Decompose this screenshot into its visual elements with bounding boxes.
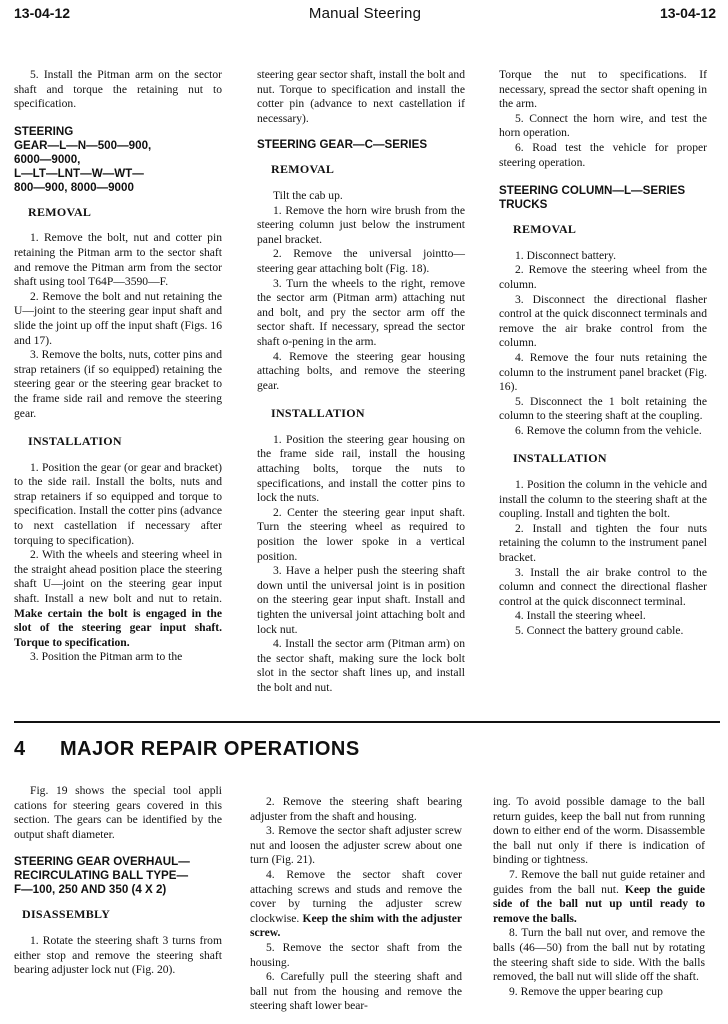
heading-line: 6000—9000, (14, 152, 81, 166)
paragraph: steering gear sector shaft, install the bolt and nut. Torque to specification and install the cotter pin (advance to next castellation if necessary). (257, 68, 465, 125)
paragraph (250, 868, 462, 941)
section-divider (14, 721, 720, 723)
paragraph: 1. Position the column in the vehicle and install the column to the steering shaft at the coupling. Install and tighten the bolt. (499, 478, 707, 521)
paragraph: 9. Remove the upper bearing cup (509, 984, 663, 998)
paragraph: 5. Connect the battery ground cable. (515, 624, 684, 637)
paragraph: 2. Remove the universal jointto—steering gear attaching bolt (Fig. 18). (257, 247, 465, 275)
subheading-installation: INSTALLATION (513, 451, 607, 466)
paragraph: 2. Install and tighten the four nuts retaining the column to the instrument panel bracket. (499, 521, 707, 565)
paragraph: 5. Connect the horn wire, and test the horn operation. (499, 111, 707, 140)
heading-line: L—LT—LNT—W—WT— (14, 166, 144, 180)
paragraph: 1. Disconnect battery. (515, 248, 616, 262)
paragraph: 1. Rotate the steering shaft 3 turns from either stop and remove the steering shaft bearing adjuster lock nut (Fig. 20). (14, 933, 222, 977)
heading-line: F—100, 250 AND 350 (4 X 2) (14, 883, 167, 897)
subheading-installation: INSTALLATION (271, 406, 365, 421)
paragraph: 5. Remove the sector shaft from the housing. (250, 940, 462, 969)
paragraph: 4. Remove the steering gear housing attaching bolts, and remove the steering gear. (257, 349, 465, 392)
emphasis: Keep the guide side of the ball nut up until ready to remove the balls. (493, 882, 705, 925)
column-2 (257, 68, 465, 696)
section-title: MAJOR REPAIR OPERATIONS (60, 738, 360, 760)
text-run: 7. Remove the ball nut guide retainer and guides from the ball nut. (493, 867, 705, 896)
paragraph: 1. Position the steering gear housing on the frame side rail, install the housing attaching bolts, torque the nuts to specifications, and install the cotter pins to lock the nuts. (257, 432, 465, 505)
paragraph: 6. Remove the column from the vehicle. (515, 423, 702, 437)
subheading-removal: REMOVAL (513, 222, 577, 237)
paragraph: 3. Position the Pitman arm to the (30, 650, 183, 664)
column-4 (14, 784, 222, 978)
text-run: 4. Remove the sector shaft cover attaching screws and studs and remove the cover by turning the adjuster screw clockwise. (250, 867, 462, 925)
heading-line: RECIRCULATING BALL TYPE— (14, 869, 189, 883)
paragraph: 3. Install the air brake control to the column and connect the directional flasher control at the quick disconnect terminal. (499, 565, 707, 608)
paragraph: 2. Remove the bolt and nut retaining the U—joint to the steering gear input shaft and slide the joint up off the input shaft (Figs. 16 and 17). (14, 289, 222, 347)
paragraph (493, 868, 705, 926)
paragraph: 4. Remove the four nuts retaining the column to the instrument panel bracket (Fig. 16). (499, 350, 707, 394)
column-6 (493, 795, 705, 999)
paragraph: 3. Remove the sector shaft adjuster screw nut and loosen the adjuster screw about one turn (Fig. 21). (250, 824, 462, 867)
paragraph: 2. Remove the steering shaft bearing adjuster from the shaft and housing. (250, 795, 462, 823)
heading-line: TRUCKS (499, 198, 548, 212)
paragraph: 6. Road test the vehicle for proper steering operation. (499, 140, 707, 169)
paragraph: 1. Remove the bolt, nut and cotter pin retaining the Pitman arm to the sector shaft and remove the Pitman arm from the sector shaft using tool T64P—3590—F. (14, 231, 222, 289)
paragraph: 5. Disconnect the 1 bolt retaining the column to the steering shaft at the coupling. (499, 394, 707, 423)
paragraph: Tilt the cab up. (273, 188, 343, 202)
paragraph: 2. Remove the steering wheel from the column. (499, 263, 707, 291)
heading-line: STEERING (14, 124, 74, 138)
column-1 (14, 68, 222, 665)
paragraph: 4. Install the sector arm (Pitman arm) on the sector shaft, making sure the lock bolt slot in the sector shaft lines up, and install the bolt and nut. (257, 637, 465, 694)
paragraph: 3. Remove the bolts, nuts, cotter pins and strap retainers (if so equipped) retaining the steering gear or the steering gear bracket to the frame side rail and remove the steering gear. (14, 348, 222, 420)
paragraph: 1. Remove the horn wire brush from the steering column just below the instrument panel bracket. (257, 203, 465, 246)
paragraph: 3. Turn the wheels to the right, remove the sector arm (Pitman arm) attaching nut and bolt, and pry the sector arm off the sector shaft. If necessary, spread the sector shaft o-pening in the arm. (257, 276, 465, 348)
heading-line: STEERING COLUMN—L—SERIES (499, 184, 686, 198)
page-header (14, 2, 716, 24)
paragraph: Fig. 19 shows the special tool appli cations for steering gears covered in this section. The gears can be identified by the output shaft diameter. (14, 784, 222, 841)
subheading-installation: INSTALLATION (28, 434, 122, 449)
paragraph: 2. Center the steering gear input shaft. Turn the steering wheel as required to position the lower spoke in a vertical position. (257, 505, 465, 563)
paragraph: 5. Install the Pitman arm on the sector shaft and torque the retaining nut to specification. (14, 68, 222, 111)
section-heading-steering-gear-l-n (14, 125, 222, 195)
subheading-removal: REMOVAL (271, 162, 335, 177)
heading-line: 800—900, 8000—9000 (14, 180, 134, 194)
paragraph: 1. Position the gear (or gear and bracket) to the side rail. Install the bolts, nuts and strap retainers if so equipped and torque to specification. Install the cotter pins (advance to next castellation if necessary after torquing to specification). (14, 460, 222, 547)
paragraph: 8. Turn the ball nut over, and remove the balls (46—50) from the ball nut by rotating the steering shaft side to side. With the balls removed, the ball nut will slide off the shaft. (493, 926, 705, 984)
column-5 (250, 795, 462, 1014)
paragraph: 3. Disconnect the directional flasher control at the quick disconnect terminals and remove the air brake control from the column. (499, 292, 707, 350)
section-heading-gear-overhaul (14, 855, 222, 897)
column-3 (499, 68, 707, 639)
major-section-heading (14, 738, 360, 761)
emphasis: Make certain the bolt is engaged in the slot of the steering gear input shaft. Torque to specification. (14, 606, 222, 649)
subheading-disassembly: DISASSEMBLY (22, 907, 111, 922)
paragraph (14, 548, 222, 650)
paragraph: Torque the nut to specifications. If necessary, spread the sector shaft opening in the arm. (499, 68, 707, 111)
paragraph: 4. Install the steering wheel. (515, 609, 646, 623)
page-number-right: 13-04-12 (659, 5, 716, 21)
paragraph: 3. Have a helper push the steering shaft down until the universal joint is in position on the steering gear input shaft. Install and tighten the universal joint attaching bolt and lock nut. (257, 564, 465, 636)
page-number-left: 13-04-12 (14, 5, 71, 21)
paragraph: ing. To avoid possible damage to the ball return guides, keep the ball nut from running down to either end of the worm. Disassemble the ball nut only if there is indication of binding or tightness. (493, 795, 705, 867)
section-heading-steering-gear-c: STEERING GEAR—C—SERIES (257, 138, 428, 152)
text-run: 2. With the wheels and steering wheel in the straight ahead position place the steering shaft U—joint on the steering gear input shaft. Install a new bolt and nut to retain. (14, 548, 222, 606)
section-heading-steering-column (499, 184, 707, 212)
page-title: Manual Steering (308, 4, 422, 22)
paragraph: 6. Carefully pull the steering shaft and ball nut from the housing and remove the steering shaft lower bear- (250, 970, 462, 1013)
heading-line: STEERING GEAR OVERHAUL— (14, 855, 190, 869)
heading-line: GEAR—L—N—500—900, (14, 138, 152, 152)
subheading-removal: REMOVAL (28, 204, 92, 219)
emphasis: Keep the shim with the adjuster screw. (250, 911, 463, 940)
section-number: 4 (14, 738, 26, 760)
